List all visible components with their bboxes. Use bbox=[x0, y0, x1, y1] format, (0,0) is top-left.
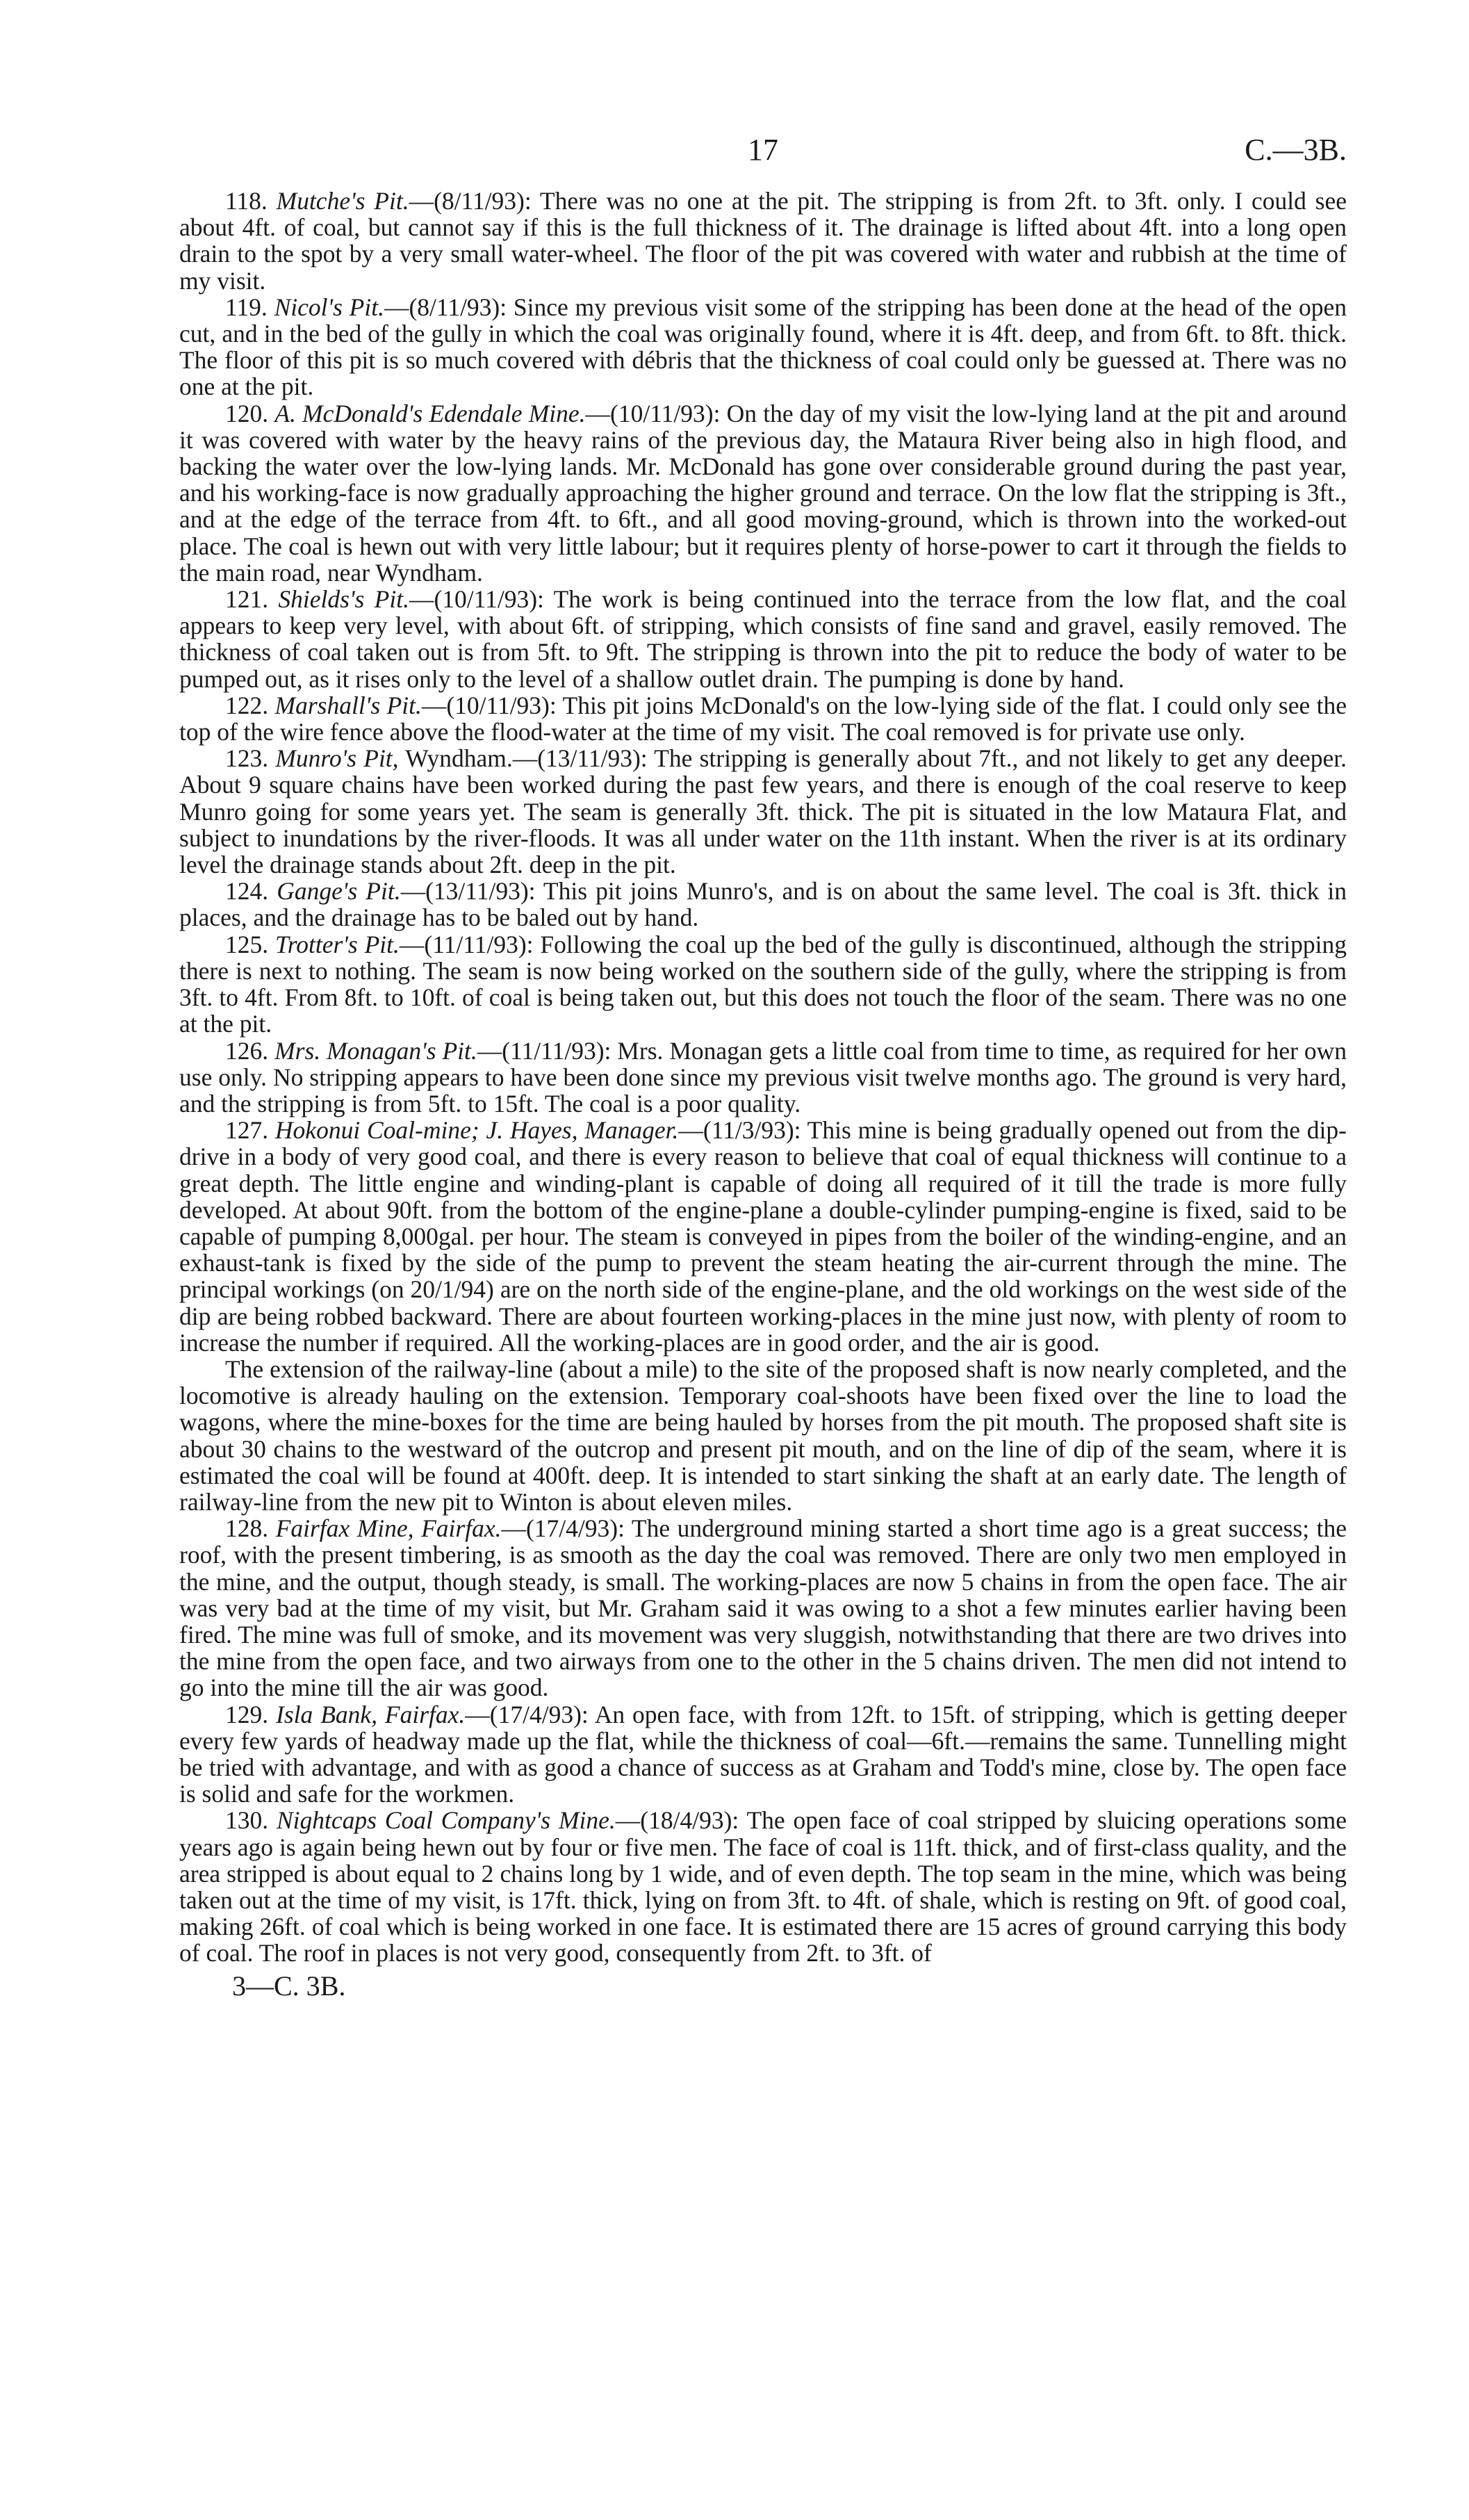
paragraph-number: 122. bbox=[225, 691, 269, 719]
paragraph-number: 128. bbox=[225, 1514, 269, 1543]
paragraph-title: Shields's Pit. bbox=[278, 585, 409, 614]
paragraph-title: Mutche's Pit. bbox=[276, 187, 409, 215]
paragraph-text: —(10/11/93): The work is being continued into the terrace from the low flat, and the coal appears to keep very level, with about 6ft. of stripping, which consists of fine sand and gravel, easily removed. The thickness of coal taken out is from 5ft. to 9ft. The stripping is thrown into the pit to reduce the body of water to be pumped out, as it rises only to the level of a shallow outlet drain. The pumping is done by hand. bbox=[179, 585, 1347, 693]
paragraph-title: Gange's Pit. bbox=[277, 877, 401, 906]
document-reference bbox=[1245, 132, 1347, 167]
document-page bbox=[179, 132, 1347, 2002]
paragraph-text: —(10/11/93): On the day of my visit the low-lying land at the pit and around it was covered with water by the heavy rains of the previous day, the Mataura River being also in high flood, and backing the water over the low-lying lands. Mr. McDonald has gone over considerable ground during the past year, and his working-face is now gradually approaching the higher ground and terrace. On the low flat the stripping is 3ft., and at the edge of the terrace from 4ft. to 6ft., and all good moving-ground, which is thrown into the worked-out place. The coal is hewn out with very little labour; but it requires plenty of horse-power to cart it through the fields to the main road, near Wyndham. bbox=[179, 399, 1347, 587]
paragraph-number: 124. bbox=[225, 877, 269, 906]
paragraph-title: A. McDonald's Edendale Mine. bbox=[274, 399, 586, 427]
paragraph-title: Fairfax Mine, Fairfax. bbox=[275, 1514, 502, 1543]
document-reference-suffix-end: . bbox=[1339, 133, 1347, 167]
signature-suffix-end: . bbox=[338, 1970, 346, 2002]
paragraph-title: Nightcaps Coal Company's Mine. bbox=[276, 1806, 616, 1835]
paragraph-number: 126. bbox=[225, 1036, 269, 1065]
paragraph-text: —(10/11/93): This pit joins McDonald's on the low-lying side of the flat. I could only see the top of the wire fence above the flood-water at the time of my visit. The coal removed is for private use only. bbox=[179, 691, 1347, 746]
paragraph-129 bbox=[179, 1701, 1347, 1808]
signature-prefix: 3—C. 3 bbox=[232, 1970, 320, 2002]
paragraph-number: 129. bbox=[225, 1700, 269, 1728]
paragraph-text: —(17/4/93): An open face, with from 12ft. to 15ft. of stripping, which is getting deeper every few yards of headway made up the flat, while the thickness of coal—6ft.—remains the same. Tunnelling might be tried with advantage, and with as good a chance of success as at Graham and Todd's mine, close by. The open face is solid and safe for the workmen. bbox=[179, 1700, 1347, 1808]
paragraph-number: 119. bbox=[225, 293, 268, 321]
paragraph-title: Isla Bank, Fairfax. bbox=[276, 1700, 466, 1728]
paragraph-number: 127. bbox=[225, 1116, 269, 1145]
paragraph-125 bbox=[179, 931, 1347, 1038]
paragraph-number: 121. bbox=[225, 585, 269, 614]
body-text bbox=[179, 188, 1347, 1967]
paragraph-number: 130. bbox=[225, 1806, 269, 1835]
paragraph-title: Nicol's Pit. bbox=[274, 293, 384, 321]
paragraph-text: Wyndham.—(13/11/93): The stripping is generally about 7ft., and not likely to get any deeper. About 9 square chains have been worked during the past few years, and there is enough of the coal reserve to keep Munro going for some years yet. The seam is generally 3ft. thick. The pit is situated in the low Mataura Flat, and subject to inundations by the river-floods. It was all under water on the 11th instant. When the river is at its ordinary level the drainage stands about 2ft. deep in the pit. bbox=[179, 744, 1347, 879]
paragraph-number: 123. bbox=[225, 744, 269, 773]
paragraph-text: The extension of the railway-line (about a mile) to the site of the proposed shaft is now nearly completed, and the locomotive is already hauling on the extension. Temporary coal-shoots have been fixed over the line to load the wagons, where the mine-boxes for the time are being hauled by horses from the pit mouth. The proposed shaft site is about 30 chains to the westward of the outcrop and present pit mouth, and on the line of dip of the seam, where it is estimated the coal will be found at 400ft. deep. It is intended to start sinking the shaft at an early date. The length of railway-line from the new pit to Winton is about eleven miles. bbox=[179, 1355, 1347, 1516]
page-header bbox=[179, 132, 1347, 188]
page-number: 17 bbox=[748, 133, 778, 167]
paragraph-126 bbox=[179, 1038, 1347, 1118]
signature-suffix: B bbox=[320, 1970, 339, 2002]
paragraph-text: —(17/4/93): The underground mining started a short time ago is a great success; the roof, with the present timbering, is as smooth as the day the coal was removed. There are only two men employed in the mine, and the output, though steady, is small. The working-places are now 5 chains in from the open face. The air was very bad at the time of my visit, but Mr. Graham said it was owing to a shot a few minutes earlier having been fired. The mine was full of smoke, and its movement was very sluggish, notwithstanding that there are two drives into the mine from the open face, and two airways from one to the other in the 5 chains driven. The men did not intend to go into the mine till the air was good. bbox=[179, 1514, 1347, 1702]
paragraph-title: Trotter's Pit. bbox=[275, 930, 400, 958]
paragraph-130 bbox=[179, 1807, 1347, 1966]
document-reference-suffix: B bbox=[1318, 133, 1339, 167]
paragraph-123 bbox=[179, 745, 1347, 878]
paragraph-text: —(18/4/93): The open face of coal stripped by sluicing operations some years ago is again being hewn out by four or five men. The face of coal is 11ft. thick, and of first-class quality, and the area stripped is about equal to 2 chains long by 1 wide, and of even depth. The top seam in the mine, which was being taken out at the time of my visit, is 17ft. thick, lying on from 3ft. to 4ft. of shale, which is resting on 9ft. of good coal, making 26ft. of coal which is being worked in one face. It is estimated there are 15 acres of ground carrying this body of coal. The roof in places is not very good, consequently from 2ft. to 3ft. of bbox=[179, 1806, 1347, 1967]
paragraph-text: —(8/11/93): There was no one at the pit. The stripping is from 2ft. to 3ft. only. I could see about 4ft. of coal, but cannot say if this is the full thickness of it. The drainage is lifted about 4ft. into a long open drain to the spot by a very small water-wheel. The floor of the pit was covered with water and rubbish at the time of my visit. bbox=[179, 187, 1347, 295]
paragraph-118 bbox=[179, 188, 1347, 294]
signature-mark bbox=[232, 1970, 1347, 2002]
paragraph-122 bbox=[179, 692, 1347, 745]
paragraph-title: Mrs. Monagan's Pit. bbox=[274, 1036, 477, 1065]
paragraph-text: —(11/11/93): Mrs. Monagan gets a little coal from time to time, as required for her own use only. No stripping appears to have been done since my previous visit twelve months ago. The ground is very hard, and the stripping is from 5ft. to 15ft. The coal is a poor quality. bbox=[179, 1036, 1347, 1118]
paragraph-number: 120. bbox=[225, 399, 269, 427]
paragraph-127 bbox=[179, 1117, 1347, 1356]
document-reference-prefix: C.—3 bbox=[1245, 133, 1319, 167]
paragraph-title: Munro's Pit, bbox=[275, 744, 399, 773]
paragraph-text: —(11/11/93): Following the coal up the bed of the gully is discontinued, although the stripping there is next to nothing. The seam is now being worked on the southern side of the gully, where the stripping is from 3ft. to 4ft. From 8ft. to 10ft. of coal is being taken out, but this does not touch the floor of the seam. There was no one at the pit. bbox=[179, 930, 1347, 1038]
paragraph-120 bbox=[179, 400, 1347, 586]
paragraph-title: Marshall's Pit. bbox=[274, 691, 422, 719]
paragraph-124 bbox=[179, 878, 1347, 931]
paragraph-number: 125. bbox=[225, 930, 269, 958]
paragraph-119 bbox=[179, 294, 1347, 400]
paragraph-128 bbox=[179, 1515, 1347, 1701]
paragraph-text: —(13/11/93): This pit joins Munro's, and is on about the same level. The coal is 3ft. thick in places, and the drainage has to be baled out by hand. bbox=[179, 877, 1347, 932]
paragraph-title: Hokonui Coal-mine; J. Hayes, Manager. bbox=[274, 1116, 679, 1145]
paragraph-number: 118. bbox=[225, 187, 268, 215]
paragraph-text: —(11/3/93): This mine is being gradually opened out from the dip-drive in a body of very good coal, and there is every reason to believe that coal of equal thickness will continue to a great depth. The little engine and winding-plant is capable of doing all required of it till the trade is more fully developed. At about 90ft. from the bottom of the engine-plane a double-cylinder pumping-engine is fixed, said to be capable of pumping 8,000gal. per hour. The steam is conveyed in pipes from the boiler of the winding-engine, and an exhaust-tank is fixed by the side of the pump to prevent the steam heating the air-current through the mine. The principal workings (on 20/1/94) are on the north side of the engine-plane, and the old workings on the west side of the dip are being robbed backward. There are about fourteen working-places in the mine just now, with plenty of room to increase the number if required. All the working-places are in good order, and the air is good. bbox=[179, 1116, 1347, 1357]
paragraph-127-continued bbox=[179, 1356, 1347, 1515]
paragraph-121 bbox=[179, 586, 1347, 692]
paragraph-text: —(8/11/93): Since my previous visit some of the stripping has been done at the head of the open cut, and in the bed of the gully in which the coal was originally found, where it is 4ft. deep, and from 6ft. to 8ft. thick. The floor of this pit is so much covered with débris that the thickness of coal could only be guessed at. There was no one at the pit. bbox=[179, 293, 1347, 401]
